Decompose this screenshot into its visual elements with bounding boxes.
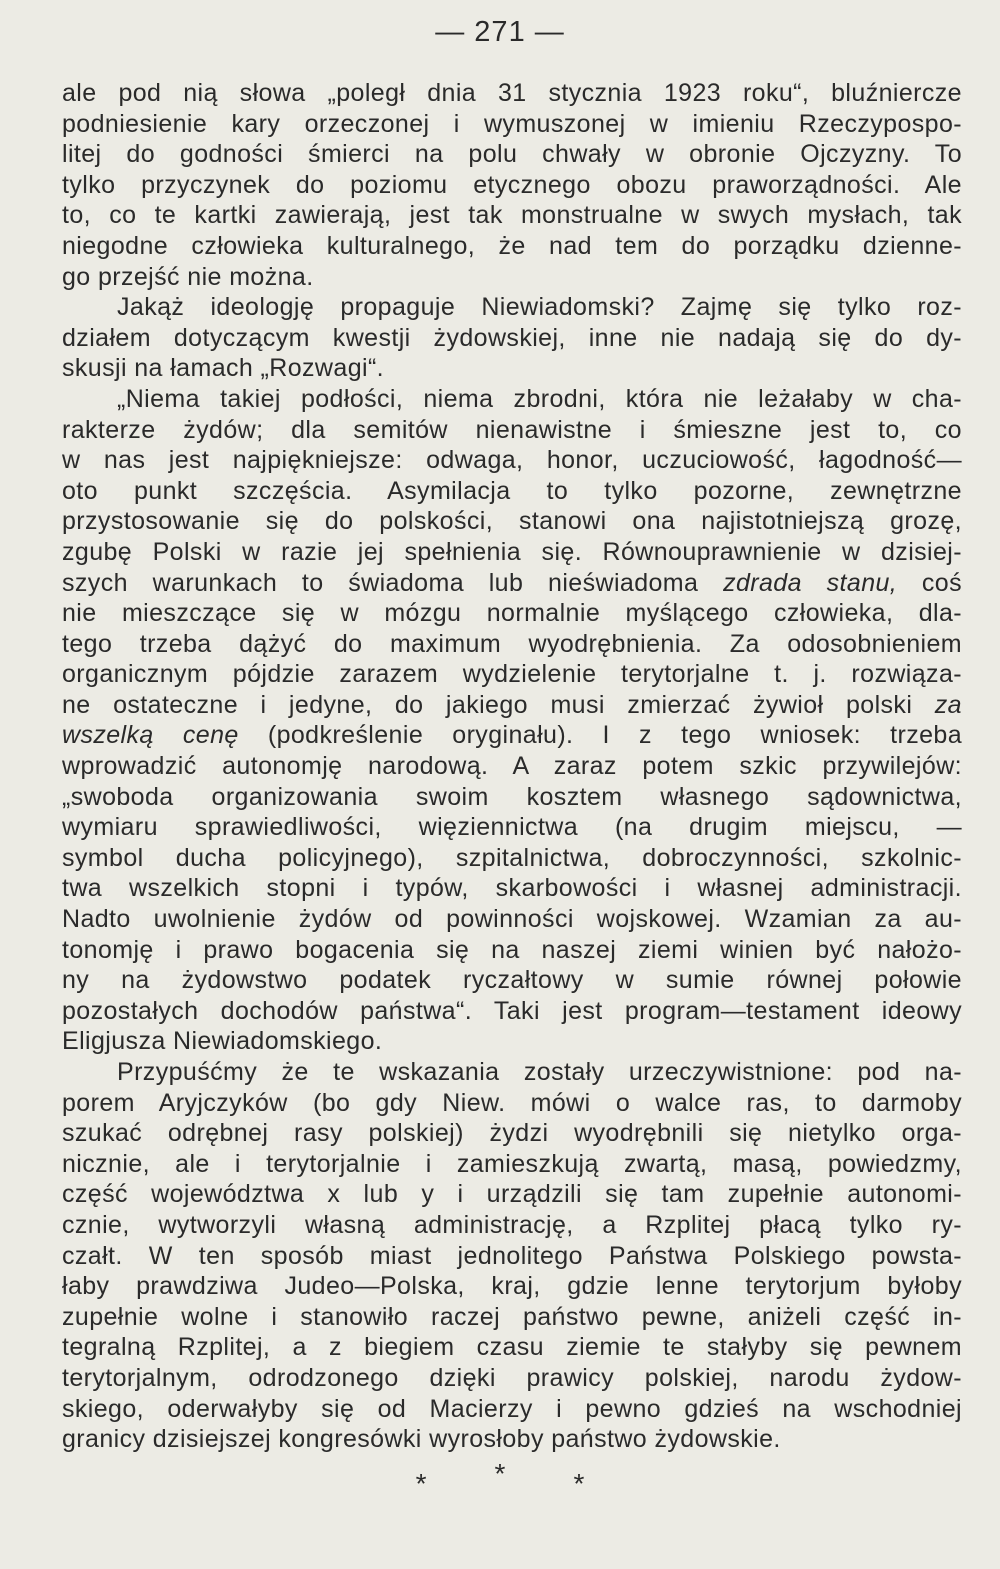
text-line [62, 231, 962, 262]
text-line [62, 996, 962, 1027]
page-number: — 271 — [435, 16, 565, 48]
line-text: granicy dzisiejszej kongresówki wyrosłoby państwo żydowskie. [62, 1425, 781, 1454]
line-text: „Niema takiej podłości, niema zbrodni, która nie leżałaby w cha- [117, 384, 962, 413]
line-text: szukać odrębnej rasy polskiej) żydzi wyodrębnili się nietylko orga- [62, 1119, 962, 1148]
line-text: rakterze żydów; dla semitów nienawistne i śmieszne jest to, co [62, 415, 962, 444]
line-text: przystosowanie się do polskości, stanowi ona najistotniejszą grozę, [62, 507, 962, 536]
text-line [62, 1057, 962, 1088]
text-line [62, 751, 962, 782]
text-line [62, 1026, 962, 1057]
text-line [62, 109, 962, 140]
line-text: cznie, wytworzyli własną administrację, a Rzplitej płacą tylko ry- [62, 1210, 962, 1239]
line-emphasis: wszelką cenę [62, 721, 239, 750]
line-text: podniesienie kary orzeczonej i wymuszonej w imieniu Rzeczypospo- [62, 109, 962, 138]
line-text: skiego, oderwałyby się od Macierzy i pewno gdzieś na wschodniej [62, 1394, 962, 1423]
text-line [62, 598, 962, 629]
text-line [62, 139, 962, 170]
text-line [62, 873, 962, 904]
line-text: tylko przyczynek do poziomu etycznego obozu praworządności. Ale [62, 170, 962, 199]
line-text: twa wszelkich stopni i typów, skarbowości i własnej administracji. [62, 874, 962, 903]
text-line [62, 1302, 962, 1333]
text-line [62, 659, 962, 690]
body-text [62, 78, 962, 1455]
text-line [62, 506, 962, 537]
line-text-after: coś [897, 568, 962, 597]
text-line [62, 843, 962, 874]
section-break [0, 1458, 1000, 1504]
text-line [62, 812, 962, 843]
text-line [62, 323, 962, 354]
text-line [62, 1241, 962, 1272]
text-line [62, 568, 962, 599]
line-text-after: (podkreślenie oryginału). I z tego wniosek: trzeba [238, 721, 963, 750]
line-text: „swoboda organizowania swoim kosztem własnego sądownictwa, [62, 782, 962, 811]
line-text: nie mieszczące się w mózgu normalnie myślącego człowieka, dla- [62, 599, 962, 628]
text-line [62, 629, 962, 660]
line-text: niegodne człowieka kulturalnego, że nad tem do porządku dzienne- [62, 231, 962, 260]
line-emphasis: zdrada stanu, [723, 568, 898, 597]
line-emphasis: za [934, 690, 962, 719]
text-line [62, 262, 962, 293]
line-text: zupełnie wolne i stanowiło raczej państwo pewne, aniżeli część in- [62, 1302, 962, 1331]
line-text: wprowadzić autonomję narodową. A zaraz potem szkic przywilejów: [62, 752, 962, 781]
text-line [62, 1118, 962, 1149]
line-text: Nadto uwolnienie żydów od powinności wojskowej. Wzamian za au- [62, 905, 962, 934]
line-text: pozostałych dochodów państwa“. Taki jest program—testament ideowy [62, 996, 962, 1025]
asterisk: * [573, 1468, 585, 1499]
line-text: organicznym pójdzie zarazem wydzielenie terytorjalne t. j. rozwiąza- [62, 660, 962, 689]
line-text: litej do godności śmierci na polu chwały w obronie Ojczyzny. To [62, 140, 962, 169]
line-text: czałt. W ten sposób miast jednolitego Państwa Polskiego powsta- [62, 1241, 962, 1270]
line-text: ny na żydowstwo podatek ryczałtowy w sumie równej połowie [62, 966, 962, 995]
line-text: tegralną Rzplitej, a z biegiem czasu ziemie te stałyby się pewnem [62, 1333, 962, 1362]
text-line [62, 690, 962, 721]
line-text: w nas jest najpiękniejsze: odwaga, honor, uczuciowość, łagodność— [62, 446, 962, 475]
line-text: część województwa x lub y i urządzili się tam zupełnie autonomi- [62, 1180, 962, 1209]
text-line [62, 1394, 962, 1425]
line-text: nicznie, ale i terytorjalnie i zamieszkują zwartą, masą, powiedzmy, [62, 1149, 962, 1178]
line-text: Przypuśćmy że te wskazania zostały urzeczywistnione: pod na- [117, 1058, 962, 1086]
text-line [62, 537, 962, 568]
text-line [62, 1271, 962, 1302]
text-line [62, 1363, 962, 1394]
line-text: wymiaru sprawiedliwości, więziennictwa (na drugim miejscu, — [62, 813, 962, 842]
line-text: terytorjalnym, odrodzonego dzięki prawicy polskiej, narodu żydow- [62, 1363, 962, 1392]
line-text: zgubę Polski w razie jej spełnienia się. Równouprawnienie w dzisiej- [62, 537, 962, 566]
text-line [62, 904, 962, 935]
line-text: porem Aryjczyków (bo gdy Niew. mówi o walce ras, to darmoby [62, 1088, 962, 1117]
text-line [62, 965, 962, 996]
text-line [62, 445, 962, 476]
text-line [62, 170, 962, 201]
line-text: działem dotyczącym kwestji żydowskiej, inne nie nadają się do dy- [62, 323, 962, 352]
asterisk: * [494, 1458, 506, 1489]
text-line [62, 782, 962, 813]
text-line [62, 1332, 962, 1363]
line-text: Jakąż ideologję propaguje Niewiadomski? Zajmę się tylko roz- [117, 293, 962, 322]
text-line [62, 1179, 962, 1210]
asterisk: * [415, 1468, 427, 1499]
line-text: oto punkt szczęścia. Asymilacja to tylko pozorne, zewnętrzne [62, 476, 962, 505]
line-text: ale pod nią słowa „poległ dnia 31 stycznia 1923 roku“, bluźniercze [62, 79, 962, 107]
text-line [62, 1149, 962, 1180]
text-line [62, 292, 962, 323]
text-line [62, 415, 962, 446]
line-text: skusji na łamach „Rozwagi“. [62, 354, 385, 383]
text-line [62, 720, 962, 751]
text-line [62, 1088, 962, 1119]
text-line [62, 476, 962, 507]
line-text: to, co te kartki zawierają, jest tak monstrualne w swych mysłach, tak [62, 201, 962, 230]
line-text: symbol ducha policyjnego), szpitalnictwa, dobroczynności, szkolnic- [62, 843, 962, 872]
line-text: ne ostateczne i jedyne, do jakiego musi zmierzać żywioł polski [62, 690, 935, 719]
text-line [62, 78, 962, 109]
text-line [62, 384, 962, 415]
text-line [62, 935, 962, 966]
line-text: tego trzeba dążyć do maximum wyodrębnienia. Za odosobnieniem [62, 629, 962, 658]
text-line [62, 1424, 962, 1455]
line-text: tonomję i prawo bogacenia się na naszej ziemi winien być nałożo- [62, 935, 962, 964]
line-text: łaby prawdziwa Judeo—Polska, kraj, gdzie lenne terytorjum byłoby [62, 1272, 962, 1301]
line-text: go przejść nie można. [62, 262, 314, 291]
line-text: szych warunkach to świadoma lub nieświadoma [62, 568, 724, 597]
text-line [62, 1210, 962, 1241]
line-text: Eligjusza Niewiadomskiego. [62, 1027, 383, 1056]
text-line [62, 200, 962, 231]
text-line [62, 353, 962, 384]
